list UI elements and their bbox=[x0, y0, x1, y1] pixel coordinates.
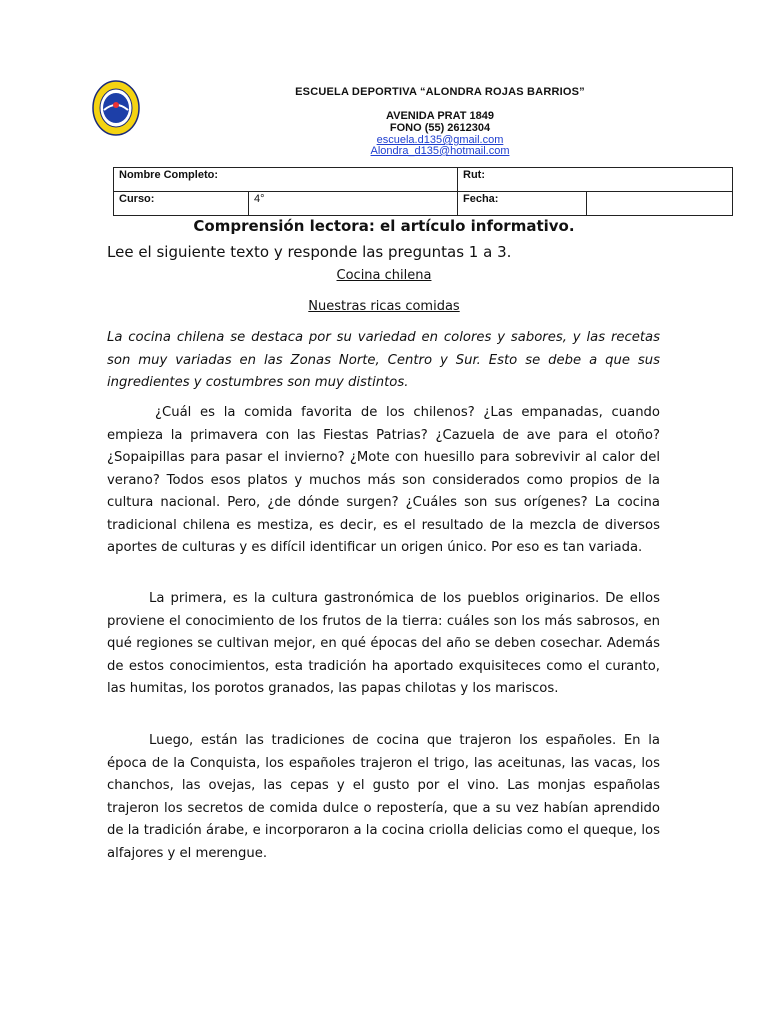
date-label: Fecha: bbox=[458, 192, 587, 216]
email-link-1[interactable]: escuela.d135@gmail.com bbox=[376, 134, 504, 146]
school-address: AVENIDA PRAT 1849 bbox=[386, 110, 494, 122]
instruction: Lee el siguiente texto y responde las preguntas 1 a 3. bbox=[107, 243, 512, 261]
school-logo bbox=[92, 80, 140, 136]
intro-paragraph: La cocina chilena se destaca por su variedad en colores y sabores, y las recetas son muy variadas en las Zonas Norte, Centro y Sur. Esto se debe a que sus ingredientes y costumbres son muy distintos. bbox=[107, 330, 660, 390]
paragraph-1: ¿Cuál es la comida favorita de los chilenos? ¿Las empanadas, cuando empieza la primavera con las Fiestas Patrias? ¿Cazuela de ave para el otoño? ¿Sopaipillas para pasar el invierno? ¿Mote con huesillo para sobrevivir al calor del verano? Todos esos platos y muchos más son considerados como propios de la cultura nacional. Pero, ¿de dónde surgen? ¿Cuáles son sus orígenes? La cocina tradicional chilena es mestiza, es decir, es el resultado de la mezcla de diversos aportes de culturas y es difícil identificar un origen único. Por eso es tan variada. bbox=[107, 405, 660, 555]
email-link-2[interactable]: Alondra_d135@hotmail.com bbox=[370, 145, 510, 157]
course-label: Curso: bbox=[114, 192, 249, 216]
rut-label: Rut: bbox=[458, 168, 733, 192]
paragraph-3: Luego, están las tradiciones de cocina que trajeron los españoles. En la época de la Conquista, los españoles trajeron el trigo, las aceitunas, las vacas, los chanchos, las ovejas, las cepas y el gusto por el vino. Las monjas españolas trajeron los secretos de comida dulce o repostería, que a su vez habían aprendido de la tradición árabe, e incorporaron a la cocina criolla delicias como el queque, los alfajores y el merengue. bbox=[107, 733, 660, 861]
student-info-table bbox=[113, 167, 733, 216]
text-title: Cocina chilena bbox=[336, 268, 432, 283]
course-value: 4° bbox=[249, 192, 458, 216]
date-value[interactable] bbox=[587, 192, 733, 216]
school-name: ESCUELA DEPORTIVA “ALONDRA ROJAS BARRIOS” bbox=[295, 86, 585, 98]
paragraph-2: La primera, es la cultura gastronómica de los pueblos originarios. De ellos proviene el conocimiento de los frutos de la tierra: cuáles son los más sabrosos, en qué regiones se cultivan mejor, en qué épocas del año se deben cosechar. Además de estos conocimientos, esta tradición ha aportado exquisiteces como el curanto, las humitas, los porotos granados, las papas chilotas y los mariscos. bbox=[107, 591, 660, 696]
text-subtitle: Nuestras ricas comidas bbox=[308, 299, 460, 314]
school-phone: FONO (55) 2612304 bbox=[389, 122, 491, 134]
page-title: Comprensión lectora: el artículo informativo. bbox=[193, 217, 575, 235]
name-label: Nombre Completo: bbox=[114, 168, 458, 192]
